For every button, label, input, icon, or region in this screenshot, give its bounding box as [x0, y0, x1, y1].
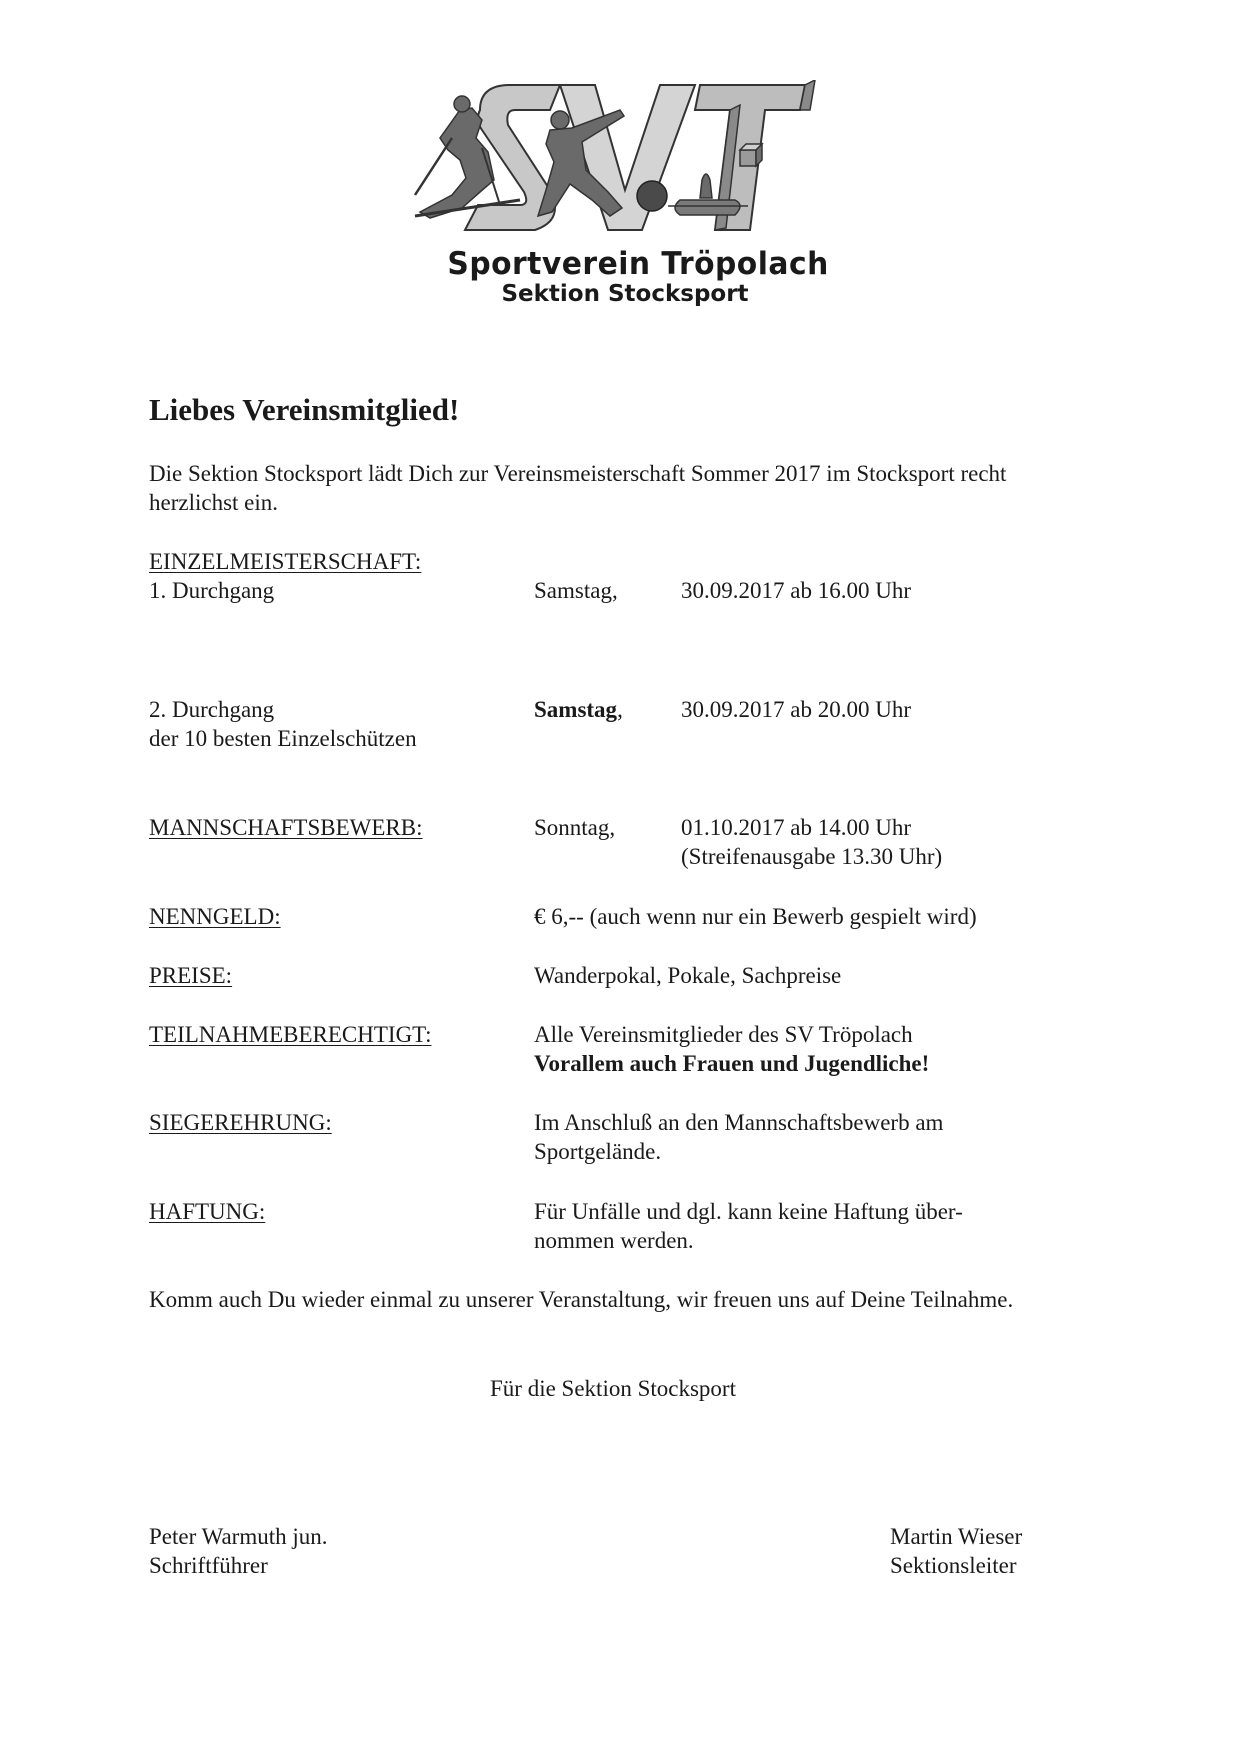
round2-day-bold: Samstag	[534, 697, 618, 722]
round1-day: Samstag,	[534, 578, 618, 603]
teilnahme-heading: TEILNAHMEBERECHTIGT:	[149, 1022, 432, 1047]
signer-right-role: Sektionsleiter	[890, 1553, 1017, 1578]
intro-line-2: herzlichst ein.	[149, 490, 279, 515]
preise-value: Wanderpokal, Pokale, Sachpreise	[534, 963, 842, 988]
siegerehrung-line-1: Im Anschluß an den Mannschaftsbewerb am	[534, 1110, 944, 1135]
club-logo	[410, 80, 840, 320]
nenngeld-value: € 6,-- (auch wenn nur ein Bewerb gespielt wird)	[534, 904, 977, 929]
siegerehrung-heading: SIEGEREHRUNG:	[149, 1110, 332, 1135]
signer-left-name: Peter Warmuth jun.	[149, 1524, 328, 1549]
einzel-heading: EINZELMEISTERSCHAFT:	[149, 549, 422, 574]
preise-heading: PREISE:	[149, 963, 233, 988]
round2-day-comma: ,	[617, 697, 623, 722]
round2-sublabel: der 10 besten Einzelschützen	[149, 726, 417, 751]
teilnahme-line-2: Vorallem auch Frauen und Jugendliche!	[534, 1051, 930, 1076]
haftung-line-1: Für Unfälle und dgl. kann keine Haftung über-	[534, 1199, 963, 1224]
round2-label: 2. Durchgang	[149, 697, 275, 722]
round2-day	[534, 695, 623, 725]
signer-left-role: Schriftführer	[149, 1553, 268, 1578]
logo-club-name: Sportverein Tröpolach	[447, 246, 829, 282]
round1-label: 1. Durchgang	[149, 578, 275, 603]
round1-time: 30.09.2017 ab 16.00 Uhr	[681, 578, 911, 603]
mannschaft-heading: MANNSCHAFTSBEWERB:	[149, 815, 423, 840]
haftung-line-2: nommen werden.	[534, 1228, 694, 1253]
signer-right-name: Martin Wieser	[890, 1524, 1023, 1549]
mannschaft-note: (Streifenausgabe 13.30 Uhr)	[681, 844, 943, 869]
siegerehrung-line-2: Sportgelände.	[534, 1139, 662, 1164]
teilnahme-line-1: Alle Vereinsmitglieder des SV Tröpolach	[534, 1022, 913, 1047]
logo-section-name: Sektion Stocksport	[501, 281, 749, 307]
signoff-text: Für die Sektion Stocksport	[490, 1376, 736, 1401]
mannschaft-time: 01.10.2017 ab 14.00 Uhr	[681, 815, 911, 840]
greeting-heading: Liebes Vereinsmitglied!	[149, 392, 460, 427]
mannschaft-day: Sonntag,	[534, 815, 616, 840]
intro-line-1: Die Sektion Stocksport lädt Dich zur Vereinsmeisterschaft Sommer 2017 im Stocksport recht	[149, 461, 1007, 486]
haftung-heading: HAFTUNG:	[149, 1199, 266, 1224]
nenngeld-heading: NENNGELD:	[149, 904, 281, 929]
closing-text: Komm auch Du wieder einmal zu unserer Veranstaltung, wir freuen uns auf Deine Teilnahme.	[149, 1287, 1014, 1312]
round2-time: 30.09.2017 ab 20.00 Uhr	[681, 697, 911, 722]
